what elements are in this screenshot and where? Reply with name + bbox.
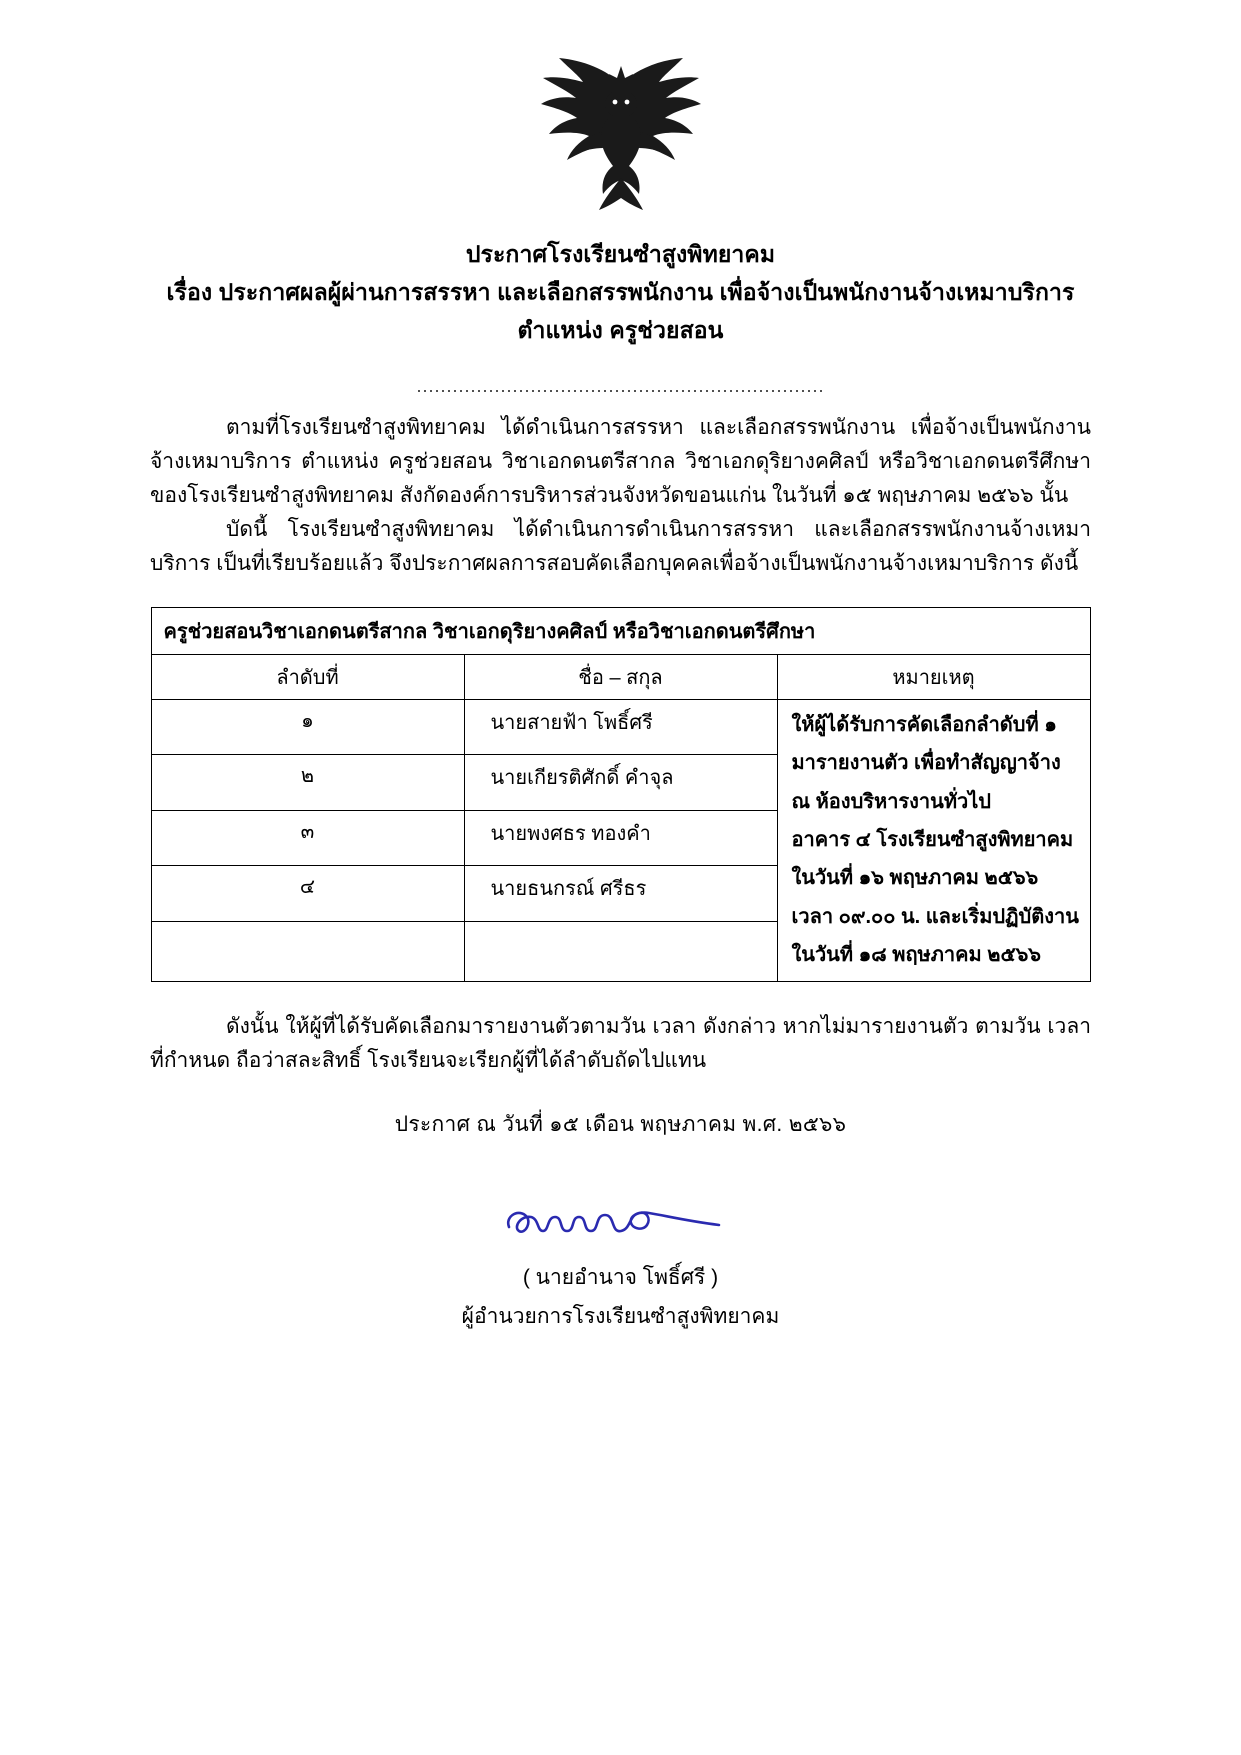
row-4-name: นายธนกรณ์ ศรีธร bbox=[464, 866, 777, 921]
note-line-4: อาคาร ๔ โรงเรียนซำสูงพิทยาคม bbox=[791, 829, 1074, 852]
column-header-note: หมายเหตุ bbox=[777, 654, 1090, 699]
note-line-7: ในวันที่ ๑๘ พฤษภาคม ๒๕๖๖ bbox=[791, 944, 1041, 967]
column-header-name: ชื่อ – สกุล bbox=[464, 654, 777, 699]
divider-dots: .................................................................... bbox=[416, 375, 825, 396]
document-heading bbox=[150, 236, 1091, 350]
empty-cell-name bbox=[464, 921, 777, 981]
announce-date: ประกาศ ณ วันที่ ๑๕ เดือน พฤษภาคม พ.ศ. ๒๕๖๖ bbox=[394, 1112, 847, 1136]
note-line-3: ณ ห้องบริหารงานทั่วไป bbox=[791, 790, 992, 813]
handwritten-signature bbox=[491, 1193, 751, 1253]
row-1-no: ๑ bbox=[151, 699, 464, 754]
row-1-name: นายสายฟ้า โพธิ์ศรี bbox=[464, 699, 777, 754]
emblem-container bbox=[150, 0, 1091, 218]
signature-role: ผู้อำนวยการโรงเรียนซำสูงพิทยาคม bbox=[461, 1304, 780, 1328]
note-cell bbox=[777, 699, 1090, 981]
note-line-1: ให้ผู้ได้รับการคัดเลือกลำดับที่ ๑ bbox=[791, 713, 1057, 736]
signature-name: ( นายอำนาจ โพธิ์ศรี ) bbox=[522, 1265, 719, 1289]
row-3-no: ๓ bbox=[151, 810, 464, 865]
column-header-no: ลำดับที่ bbox=[151, 654, 464, 699]
heading-line-3: ตำแหน่ง ครูช่วยสอน bbox=[517, 316, 724, 343]
signature-block bbox=[150, 1193, 1091, 1333]
row-2-no: ๒ bbox=[151, 755, 464, 810]
table-row bbox=[151, 699, 1090, 754]
garuda-emblem bbox=[521, 48, 721, 218]
row-4-no: ๔ bbox=[151, 866, 464, 921]
row-2-name: นายเกียรติศักดิ์ คำจุล bbox=[464, 755, 777, 810]
heading-line-1: ประกาศโรงเรียนซำสูงพิทยาคม bbox=[465, 241, 776, 267]
table-header-row bbox=[151, 654, 1090, 699]
note-line-5: ในวันที่ ๑๖ พฤษภาคม ๒๕๖๖ bbox=[791, 867, 1039, 890]
note-line-2: มารายงานตัว เพื่อทำสัญญาจ้าง bbox=[791, 752, 1061, 775]
empty-cell-no bbox=[151, 921, 464, 981]
paragraph-2: บัดนี้ โรงเรียนซำสูงพิทยาคม ได้ดำเนินการดำเนินการสรรหา และเลือกสรรพนักงานจ้างเหมาบริการ เป็นที่เรียบร้อยแล้ว จึงประกาศผลการสอบคัดเลือกบุคคลเพื่อจ้างเป็นพนักงานจ้างเหมาบริการ ดังนี้ bbox=[150, 517, 1091, 575]
results-table bbox=[151, 607, 1091, 982]
table-title: ครูช่วยสอนวิชาเอกดนตรีสากล วิชาเอกดุริยางคศิลป์ หรือวิชาเอกดนตรีศึกษา bbox=[151, 607, 1090, 654]
closing-paragraph: ดังนั้น ให้ผู้ที่ได้รับคัดเลือกมารายงานตัวตามวัน เวลา ดังกล่าว หากไม่มารายงานตัว ตามวัน เวลาที่กำหนด ถือว่าสละสิทธิ์ โรงเรียนจะเรียกผู้ที่ได้ลำดับถัดไปแทน bbox=[150, 1014, 1091, 1072]
note-line-6: เวลา ๐๙.๐๐ น. และเริ่มปฏิบัติงาน bbox=[791, 905, 1079, 928]
paragraph-1: ตามที่โรงเรียนซำสูงพิทยาคม ได้ดำเนินการสรรหา และเลือกสรรพนักงาน เพื่อจ้างเป็นพนักงานจ้างเหมาบริการ ตำแหน่ง ครูช่วยสอน วิชาเอกดนตรีสากล วิชาเอกดุริยางคศิลป์ หรือวิชาเอกดนตรีศึกษา ของโรงเรียนซำสูงพิทยาคม สังกัดองค์การบริหารส่วนจังหวัดขอนแก่น ในวันที่ ๑๕ พฤษภาคม ๒๕๖๖ นั้น bbox=[150, 415, 1091, 507]
heading-line-2: เรื่อง ประกาศผลผู้ผ่านการสรรหา และเลือกสรรพนักงาน เพื่อจ้างเป็นพนักงานจ้างเหมาบริการ bbox=[166, 278, 1075, 305]
row-3-name: นายพงศธร ทองคำ bbox=[464, 810, 777, 865]
table-title-row bbox=[151, 607, 1090, 654]
